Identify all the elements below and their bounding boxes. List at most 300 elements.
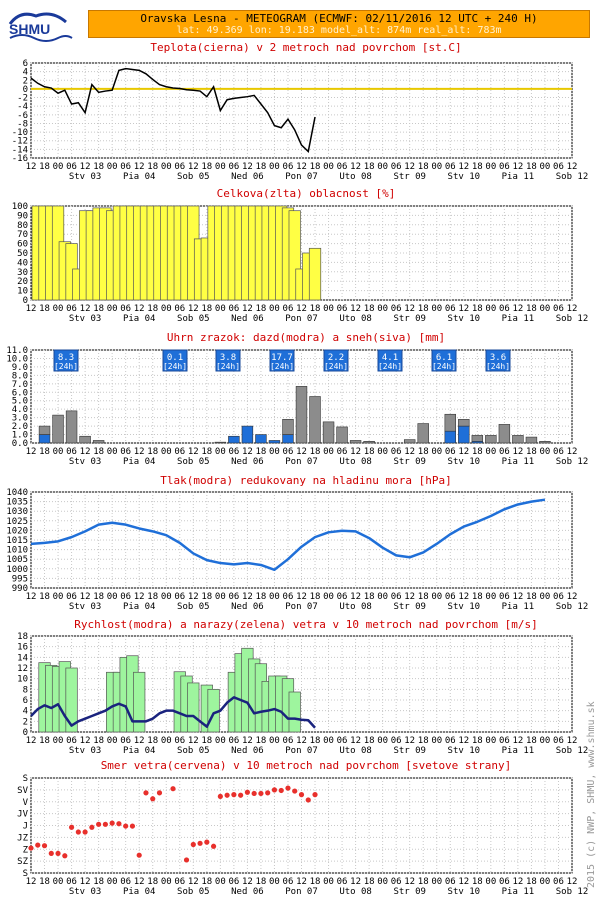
pressure-hour-label: 18 [417, 592, 429, 602]
snow-bar [296, 386, 307, 443]
precipitation-hour-label: 00 [269, 447, 280, 457]
direction-hour-label: 06 [66, 877, 77, 887]
cloud-hour-label: 00 [431, 304, 443, 314]
precipitation-hour-label: 00 [485, 447, 497, 457]
precipitation-title: Uhrn zrazok: dazd(modra) a sneh(siva) [mm] [166, 331, 446, 344]
temperature-day-label: Pia 11 [501, 172, 535, 182]
precipitation-hour-label: 12 [25, 447, 37, 457]
wind-title: Rychlost(modra) a narazy(zelena) vetra v 10 metroch nad povrchom [m/s] [74, 618, 538, 631]
gust-bar [133, 672, 144, 732]
precipitation-ytick-label: 6.0 [11, 388, 28, 399]
pressure-hour-label: 12 [133, 592, 145, 602]
cloud-day-label: Str 09 [393, 314, 426, 324]
direction-point [143, 790, 148, 795]
wind-ytick-label: 2 [22, 717, 28, 728]
cloud-day-label: Pia 04 [122, 314, 156, 324]
precipitation-day-label: Uto 08 [339, 457, 372, 467]
direction-hour-label: 06 [174, 877, 186, 887]
precipitation-day-label: Sob 05 [177, 457, 210, 467]
rain-bar [269, 440, 280, 443]
cloud-day-label: Uto 08 [339, 314, 372, 324]
cloud-hour-label: 18 [526, 304, 537, 314]
direction-ytick-label: JZ [17, 833, 28, 844]
snow-bar [485, 435, 496, 443]
pressure-hour-label: 18 [363, 592, 375, 602]
cloud-ytick-label: 50 [17, 249, 28, 259]
precipitation-ytick-label: 8.0 [11, 371, 28, 382]
pressure-ytick-label: 1020 [6, 526, 28, 537]
direction-point [157, 790, 162, 795]
direction-hour-label: 18 [363, 877, 375, 887]
precipitation-ytick-label: 3.0 [11, 413, 28, 424]
wind-hour-label: 00 [323, 736, 334, 746]
pressure-ytick-label: 1040 [6, 488, 28, 498]
precipitation-hour-label: 00 [160, 447, 172, 457]
precipitation-day-label: Sob 12 [555, 457, 589, 467]
pressure-day-label: Uto 08 [339, 602, 372, 612]
wind-hour-label: 06 [174, 736, 186, 746]
direction-hour-label: 00 [377, 877, 389, 887]
cloud-hour-label: 12 [241, 304, 253, 314]
direction-point [69, 825, 74, 830]
precipitation-day-label: Str 09 [393, 457, 426, 467]
precipitation-hour-label: 06 [390, 447, 402, 457]
cloud-hour-label: 12 [25, 304, 37, 314]
pressure-hour-label: 18 [201, 592, 213, 602]
direction-day-label: Pia 11 [501, 887, 535, 897]
pressure-ytick-label: 1015 [6, 536, 28, 546]
direction-ytick-label: Z [22, 845, 28, 856]
direction-point [272, 787, 277, 792]
cloud-hour-label: 18 [39, 304, 50, 314]
cloud-hour-label: 00 [214, 304, 226, 314]
wind-hour-label: 00 [52, 736, 64, 746]
temperature-hour-label: 12 [458, 162, 470, 172]
pressure-hour-label: 12 [458, 592, 470, 602]
direction-hour-label: 12 [296, 877, 307, 887]
pressure-hour-label: 06 [336, 592, 348, 602]
precipitation-hour-label: 12 [241, 447, 253, 457]
wind-hour-label: 06 [282, 736, 294, 746]
temperature-hour-label: 12 [296, 162, 307, 172]
direction-hour-label: 12 [512, 877, 524, 887]
precipitation-hour-label: 12 [350, 447, 362, 457]
direction-hour-label: 00 [539, 877, 551, 887]
wind-ytick-label: 10 [17, 674, 28, 685]
cloud-hour-label: 18 [363, 304, 375, 314]
cloud-day-label: Stv 03 [68, 314, 102, 324]
wind-day-label: Ned 06 [231, 746, 264, 756]
temperature-ytick-label: 2 [22, 76, 28, 87]
precipitation-day-label: Pia 04 [122, 457, 156, 467]
cloud-day-label: Ned 06 [231, 314, 264, 324]
snow-bar [310, 397, 321, 444]
direction-point [76, 829, 81, 834]
cloud-hour-label: 06 [336, 304, 348, 314]
temperature-hour-label: 00 [539, 162, 551, 172]
temperature-hour-label: 00 [52, 162, 64, 172]
direction-point [252, 791, 257, 796]
precipitation-ytick-label: 11.0 [6, 346, 28, 356]
snow-bar [215, 442, 226, 443]
precipitation-ytick-label: 1.0 [11, 430, 28, 441]
pressure-hour-label: 18 [309, 592, 321, 602]
temperature-ytick-label: -8 [17, 119, 28, 130]
precip-24h-value: 2.2 [327, 353, 345, 363]
precipitation-ytick-label: 10.0 [6, 354, 28, 365]
direction-point [211, 844, 216, 849]
temperature-hour-label: 18 [201, 162, 213, 172]
direction-day-label: Pon 07 [285, 887, 318, 897]
precipitation-hour-label: 12 [512, 447, 524, 457]
direction-point [116, 821, 121, 826]
direction-ytick-label: J [22, 821, 28, 832]
temperature-day-label: Sob 12 [555, 172, 589, 182]
panel-pressure [6, 474, 588, 612]
cloud-ytick-label: 90 [17, 211, 28, 222]
temperature-ytick-label: -4 [17, 102, 28, 113]
snow-bar [350, 440, 361, 443]
cloud-hour-label: 18 [201, 304, 213, 314]
precipitation-hour-label: 18 [526, 447, 537, 457]
precip-24h-unit: [24h] [377, 362, 403, 371]
cloud-hour-label: 06 [282, 304, 294, 314]
wind-hour-label: 12 [566, 736, 578, 746]
wind-hour-label: 18 [526, 736, 537, 746]
direction-hour-label: 12 [133, 877, 145, 887]
wind-hour-label: 06 [444, 736, 456, 746]
temperature-hour-label: 18 [417, 162, 429, 172]
direction-point [231, 792, 236, 797]
pressure-hour-label: 00 [485, 592, 497, 602]
precipitation-hour-label: 18 [147, 447, 159, 457]
cloud-title: Celkova(zlta) oblacnost [%] [216, 187, 396, 200]
direction-hour-label: 12 [566, 877, 578, 887]
pressure-hour-label: 12 [79, 592, 91, 602]
temperature-hour-label: 18 [39, 162, 50, 172]
precipitation-hour-label: 00 [106, 447, 118, 457]
temperature-hour-label: 06 [174, 162, 186, 172]
direction-hour-label: 12 [25, 877, 37, 887]
wind-ytick-label: 16 [17, 642, 28, 653]
precipitation-hour-label: 06 [336, 447, 348, 457]
snow-bar [418, 424, 429, 443]
direction-hour-label: 18 [39, 877, 50, 887]
pressure-hour-label: 00 [431, 592, 443, 602]
snow-bar [526, 437, 537, 443]
snow-bar [283, 419, 294, 434]
precipitation-hour-label: 00 [431, 447, 443, 457]
temperature-ytick-label: -2 [17, 93, 28, 104]
direction-hour-label: 00 [485, 877, 497, 887]
cloud-ytick-label: 80 [17, 220, 28, 231]
cloud-hour-label: 00 [323, 304, 334, 314]
snow-bar [512, 435, 523, 443]
pressure-hour-label: 18 [471, 592, 483, 602]
snow-bar [66, 411, 77, 443]
panel-cloud [12, 187, 589, 324]
pressure-day-label: Pon 07 [285, 602, 318, 612]
pressure-hour-label: 18 [39, 592, 50, 602]
pressure-day-label: Sob 05 [177, 602, 210, 612]
direction-point [197, 841, 202, 846]
pressure-hour-label: 12 [350, 592, 362, 602]
direction-point [312, 792, 317, 797]
snow-bar [39, 426, 50, 434]
direction-ytick-label: V [22, 797, 28, 808]
temperature-day-label: Sob 05 [177, 172, 210, 182]
wind-hour-label: 06 [390, 736, 402, 746]
temperature-hour-label: 12 [512, 162, 524, 172]
direction-point [123, 823, 128, 828]
temperature-title: Teplota(cierna) v 2 metroch nad povrchom [st.C] [150, 41, 462, 54]
wind-hour-label: 12 [296, 736, 307, 746]
precipitation-hour-label: 18 [255, 447, 267, 457]
pressure-day-label: Str 09 [393, 602, 426, 612]
temperature-day-label: Uto 08 [339, 172, 372, 182]
precipitation-hour-label: 12 [296, 447, 307, 457]
temperature-hour-label: 06 [553, 162, 564, 172]
pressure-day-label: Pia 11 [501, 602, 535, 612]
direction-hour-label: 00 [431, 877, 443, 887]
direction-point [49, 851, 54, 856]
cloud-hour-label: 12 [566, 304, 578, 314]
pressure-day-label: Ned 06 [231, 602, 264, 612]
direction-point [191, 842, 196, 847]
direction-hour-label: 06 [282, 877, 294, 887]
direction-point [184, 857, 189, 862]
temperature-hour-label: 00 [269, 162, 280, 172]
wind-day-label: Pon 07 [285, 746, 318, 756]
temperature-hour-label: 18 [93, 162, 105, 172]
direction-hour-label: 18 [526, 877, 537, 887]
temperature-hour-label: 12 [79, 162, 91, 172]
direction-point [96, 822, 101, 827]
precipitation-day-label: Pia 11 [501, 457, 535, 467]
rain-bar [242, 426, 253, 443]
precipitation-hour-label: 12 [79, 447, 91, 457]
pressure-hour-label: 00 [214, 592, 226, 602]
precip-24h-value: 3.6 [489, 353, 507, 363]
direction-day-label: Sob 05 [177, 887, 210, 897]
wind-ytick-label: 8 [22, 685, 28, 696]
cloud-hour-label: 00 [539, 304, 551, 314]
precipitation-hour-label: 06 [120, 447, 132, 457]
precipitation-hour-label: 06 [66, 447, 77, 457]
snow-bar [53, 415, 64, 443]
temperature-hour-label: 00 [106, 162, 118, 172]
direction-hour-label: 12 [241, 877, 253, 887]
direction-hour-label: 00 [52, 877, 64, 887]
cloud-ytick-label: 20 [17, 277, 28, 288]
wind-hour-label: 06 [120, 736, 132, 746]
direction-day-label: Str 09 [393, 887, 426, 897]
pressure-hour-label: 06 [120, 592, 132, 602]
pressure-ytick-label: 995 [11, 574, 28, 585]
direction-hour-label: 00 [106, 877, 118, 887]
pressure-hour-label: 12 [404, 592, 416, 602]
direction-point [110, 821, 115, 826]
cloud-hour-label: 12 [79, 304, 91, 314]
temperature-hour-label: 18 [471, 162, 483, 172]
direction-hour-label: 18 [255, 877, 267, 887]
wind-hour-label: 18 [471, 736, 483, 746]
cloud-ytick-label: 70 [17, 230, 28, 241]
copyright-text: 2015 (c) NWP, SHMU, www.shmu.sk [586, 701, 597, 888]
direction-hour-label: 00 [323, 877, 334, 887]
direction-point [218, 794, 223, 799]
temperature-hour-label: 06 [336, 162, 348, 172]
meteogram-title: Oravska Lesna - METEOGRAM (ECMWF: 02/11/2016 12 UTC + 240 H) [140, 12, 538, 25]
direction-hour-label: 18 [471, 877, 483, 887]
precip-24h-value: 4.1 [381, 353, 399, 363]
temperature-hour-label: 00 [485, 162, 497, 172]
cloud-hour-label: 18 [255, 304, 267, 314]
wind-hour-label: 18 [255, 736, 267, 746]
temperature-hour-label: 06 [498, 162, 510, 172]
direction-day-label: Stv 03 [68, 887, 102, 897]
precipitation-hour-label: 18 [93, 447, 105, 457]
direction-point [225, 793, 230, 798]
wind-hour-label: 00 [160, 736, 172, 746]
direction-hour-label: 06 [228, 877, 240, 887]
temperature-hour-label: 06 [120, 162, 132, 172]
pressure-day-label: Stv 10 [447, 602, 481, 612]
cloud-day-label: Pon 07 [285, 314, 318, 324]
cloud-hour-label: 06 [444, 304, 456, 314]
precip-24h-unit: [24h] [53, 362, 79, 371]
wind-hour-label: 18 [39, 736, 50, 746]
direction-point [83, 829, 88, 834]
direction-title: Smer vetra(cervena) v 10 metroch nad povrchom [svetove strany] [100, 759, 512, 772]
precip-24h-unit: [24h] [215, 362, 241, 371]
precipitation-ytick-label: 7.0 [11, 379, 28, 390]
precip-24h-unit: [24h] [162, 362, 188, 371]
pressure-hour-label: 00 [269, 592, 280, 602]
wind-ytick-label: 14 [17, 653, 28, 664]
gust-bar [289, 692, 300, 732]
pressure-hour-label: 06 [390, 592, 402, 602]
precip-24h-value: 8.3 [57, 353, 75, 363]
cloud-hour-label: 06 [390, 304, 402, 314]
temperature-hour-label: 06 [66, 162, 77, 172]
temperature-hour-label: 06 [444, 162, 456, 172]
pressure-ytick-label: 1010 [6, 545, 28, 556]
direction-hour-label: 12 [458, 877, 470, 887]
cloud-day-label: Sob 05 [177, 314, 210, 324]
temperature-hour-label: 18 [363, 162, 375, 172]
direction-point [204, 840, 209, 845]
direction-point [62, 853, 67, 858]
direction-hour-label: 06 [390, 877, 402, 887]
temperature-hour-label: 06 [228, 162, 240, 172]
pressure-hour-label: 18 [147, 592, 159, 602]
direction-hour-label: 18 [93, 877, 105, 887]
wind-hour-label: 00 [214, 736, 226, 746]
wind-hour-label: 00 [377, 736, 389, 746]
precipitation-hour-label: 18 [471, 447, 483, 457]
pressure-hour-label: 00 [377, 592, 389, 602]
precipitation-ytick-label: 2.0 [11, 422, 28, 433]
cloud-hour-label: 06 [228, 304, 240, 314]
precipitation-hour-label: 18 [363, 447, 375, 457]
snow-bar [540, 441, 551, 443]
precipitation-hour-label: 00 [52, 447, 64, 457]
panel-wind [17, 618, 588, 756]
direction-ytick-label: JV [17, 809, 28, 820]
direction-ytick-label: SZ [17, 857, 28, 868]
pressure-hour-label: 12 [25, 592, 37, 602]
wind-day-label: Pia 11 [501, 746, 535, 756]
temperature-ytick-label: -16 [11, 154, 28, 164]
wind-ytick-label: 4 [22, 706, 28, 717]
precipitation-hour-label: 06 [174, 447, 186, 457]
cloud-hour-label: 12 [512, 304, 524, 314]
pressure-hour-label: 00 [52, 592, 64, 602]
cloud-hour-label: 12 [187, 304, 199, 314]
wind-hour-label: 18 [363, 736, 375, 746]
cloud-hour-label: 00 [52, 304, 64, 314]
direction-hour-label: 00 [160, 877, 172, 887]
precip-24h-unit: [24h] [431, 362, 457, 371]
temperature-hour-label: 12 [133, 162, 145, 172]
cloud-hour-label: 12 [296, 304, 307, 314]
temperature-hour-label: 18 [309, 162, 321, 172]
temperature-hour-label: 18 [255, 162, 267, 172]
wind-hour-label: 00 [485, 736, 497, 746]
temperature-hour-label: 12 [404, 162, 416, 172]
direction-hour-label: 18 [147, 877, 159, 887]
temperature-ytick-label: -6 [17, 110, 28, 121]
wind-day-label: Sob 05 [177, 746, 210, 756]
cloud-hour-label: 06 [553, 304, 564, 314]
cloud-hour-label: 00 [160, 304, 172, 314]
snow-bar [472, 435, 483, 441]
direction-hour-label: 06 [553, 877, 564, 887]
wind-day-label: Stv 03 [68, 746, 102, 756]
pressure-hour-label: 18 [93, 592, 105, 602]
pressure-hour-label: 12 [512, 592, 524, 602]
rain-bar [228, 436, 239, 443]
wind-hour-label: 18 [147, 736, 159, 746]
direction-ytick-label: SV [17, 785, 28, 796]
cloud-hour-label: 06 [66, 304, 77, 314]
direction-point [245, 790, 250, 795]
temperature-day-label: Pon 07 [285, 172, 318, 182]
direction-hour-label: 12 [79, 877, 91, 887]
temperature-ytick-label: 0 [22, 84, 28, 95]
wind-hour-label: 00 [539, 736, 551, 746]
direction-point [306, 797, 311, 802]
wind-hour-label: 12 [241, 736, 253, 746]
precipitation-day-label: Pon 07 [285, 457, 318, 467]
precipitation-ytick-label: 0.0 [11, 439, 28, 449]
snow-bar [93, 440, 104, 443]
precipitation-hour-label: 18 [309, 447, 321, 457]
cloud-hour-label: 18 [309, 304, 321, 314]
direction-point [238, 793, 243, 798]
rain-bar [283, 435, 294, 443]
temperature-day-label: Stv 10 [447, 172, 481, 182]
pressure-ytick-label: 1035 [6, 497, 28, 508]
temperature-hour-label: 12 [187, 162, 199, 172]
precipitation-hour-label: 18 [417, 447, 429, 457]
wind-hour-label: 00 [269, 736, 280, 746]
temperature-ytick-label: -14 [11, 145, 28, 156]
wind-hour-label: 06 [66, 736, 77, 746]
precipitation-hour-label: 06 [444, 447, 456, 457]
precip-24h-unit: [24h] [485, 362, 511, 371]
